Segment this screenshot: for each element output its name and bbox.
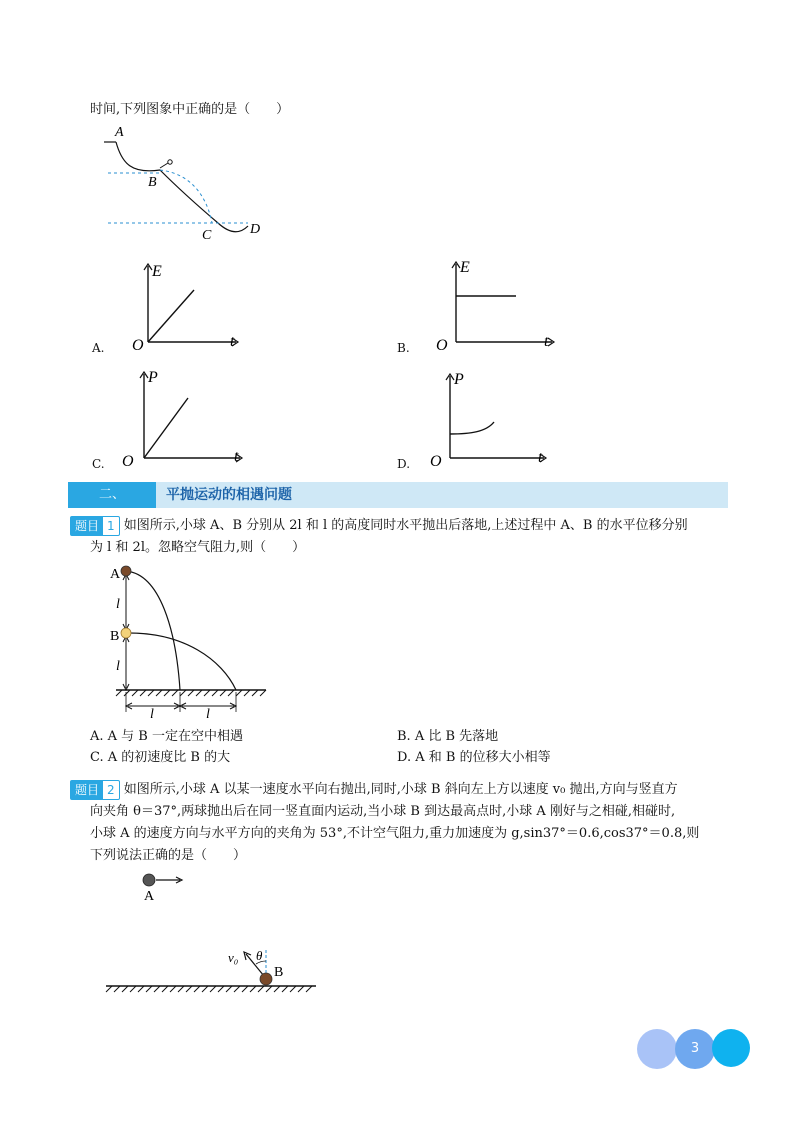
graph-d [428, 368, 558, 470]
q1-fig-label-b: B [110, 629, 120, 644]
q2-ball-b-icon [260, 973, 272, 985]
option-c-label: C. [92, 457, 105, 471]
q2-fig-label-theta: θ [256, 948, 263, 963]
q1-option-b: B. A 比 B 先落地 [397, 729, 499, 744]
graph-c-x-label: t [234, 448, 239, 465]
option-d-label: D. [397, 457, 411, 471]
graph-a-line [148, 290, 194, 342]
section-title: 平抛运动的相遇问题 [166, 487, 292, 503]
page-number: 3 [675, 1029, 715, 1069]
q1-tag-number: 1 [107, 518, 115, 533]
ball-b-icon [121, 628, 131, 638]
q1-fig-label-l2: l [116, 659, 120, 674]
q1-fig-label-l1: l [116, 597, 120, 612]
q1-option-c: C. A 的初速度比 B 的大 [90, 750, 231, 765]
q2-tag-label: 题目 [71, 781, 103, 799]
graph-a-x-label: t [230, 333, 235, 350]
q1-fig-label-a: A [110, 567, 121, 582]
graph-b-y-label: E [460, 259, 470, 276]
q2-line2: 向夹角 θ＝37°,两球抛出后在同一竖直面内运动,当小球 B 到达最高点时,小球 A 刚好与之相碰,相碰时, [90, 804, 676, 819]
q1-option-a: A. A 与 B 一定在空中相遇 [90, 729, 243, 744]
trajectory-a [126, 571, 180, 690]
option-b-label: B. [397, 341, 410, 355]
q1-figure [104, 560, 274, 722]
q1-line1: 如图所示,小球 A、B 分别从 2l 和 l 的高度同时水平抛出后落地,上述过程中 A、B 的水平位移分别 [123, 518, 688, 533]
q2-line1-row [70, 779, 678, 801]
graph-c-y-label: P [148, 369, 158, 386]
ball-a-icon [121, 566, 131, 576]
option-a-label: A. [92, 341, 105, 355]
q1-line2: 为 l 和 2l。忽略空气阻力,则（ ） [90, 540, 306, 555]
q2-line4: 下列说法正确的是（ ） [90, 848, 247, 863]
q1-tag [70, 516, 120, 536]
q2-fig-label-b: B [274, 965, 284, 980]
small-ball-icon [168, 160, 172, 164]
graph-b [434, 254, 564, 354]
q2-ball-a-icon [143, 874, 155, 886]
label-a: A [115, 125, 124, 140]
ground-hatch [116, 690, 266, 696]
page-circle-left [637, 1029, 677, 1069]
track-figure [100, 122, 275, 244]
graph-b-x-label: t [544, 333, 549, 350]
q2-figure [100, 866, 330, 1000]
q2-fig-label-a: A [144, 889, 155, 904]
graph-d-y-label: P [454, 371, 464, 388]
trajectory-b [126, 633, 236, 690]
q1-line1-row [70, 515, 688, 537]
label-b: B [148, 175, 157, 190]
graph-c-line [144, 398, 188, 458]
q1-fig-label-l4: l [206, 707, 210, 722]
q2-tag [70, 780, 120, 800]
q2-tag-number: 2 [107, 782, 115, 797]
graph-a [126, 256, 246, 356]
section-number: 二、 [68, 482, 156, 508]
q2-line3: 小球 A 的速度方向与水平方向的夹角为 53°,不计空气阻力,重力加速度为 g,sin37°＝0.6,cos37°＝0.8,则 [90, 826, 700, 841]
q1-option-d: D. A 和 B 的位移大小相等 [397, 750, 551, 765]
graph-a-y-label: E [152, 263, 162, 280]
track-curve [116, 142, 248, 232]
intro-question: 时间,下列图象中正确的是（ ） [90, 102, 290, 117]
q1-tag-label: 题目 [71, 517, 103, 535]
graph-b-origin: O [436, 337, 448, 354]
q2-fig-label-v0: v₀ [228, 950, 239, 965]
graph-c [122, 366, 252, 470]
q2-ground-hatch [106, 986, 312, 992]
page-circle-right [712, 1029, 750, 1067]
q1-fig-label-l3: l [150, 707, 154, 722]
graph-d-curve [450, 422, 494, 434]
graph-d-x-label: t [538, 449, 543, 466]
q2-line1: 如图所示,小球 A 以某一速度水平向右抛出,同时,小球 B 斜向左上方以速度 v₀ 抛出,方向与竖直方 [123, 782, 678, 797]
graph-a-origin: O [132, 337, 144, 354]
label-d: D [250, 222, 261, 237]
graph-d-origin: O [430, 453, 442, 470]
graph-c-origin: O [122, 453, 134, 470]
label-c: C [202, 228, 212, 243]
